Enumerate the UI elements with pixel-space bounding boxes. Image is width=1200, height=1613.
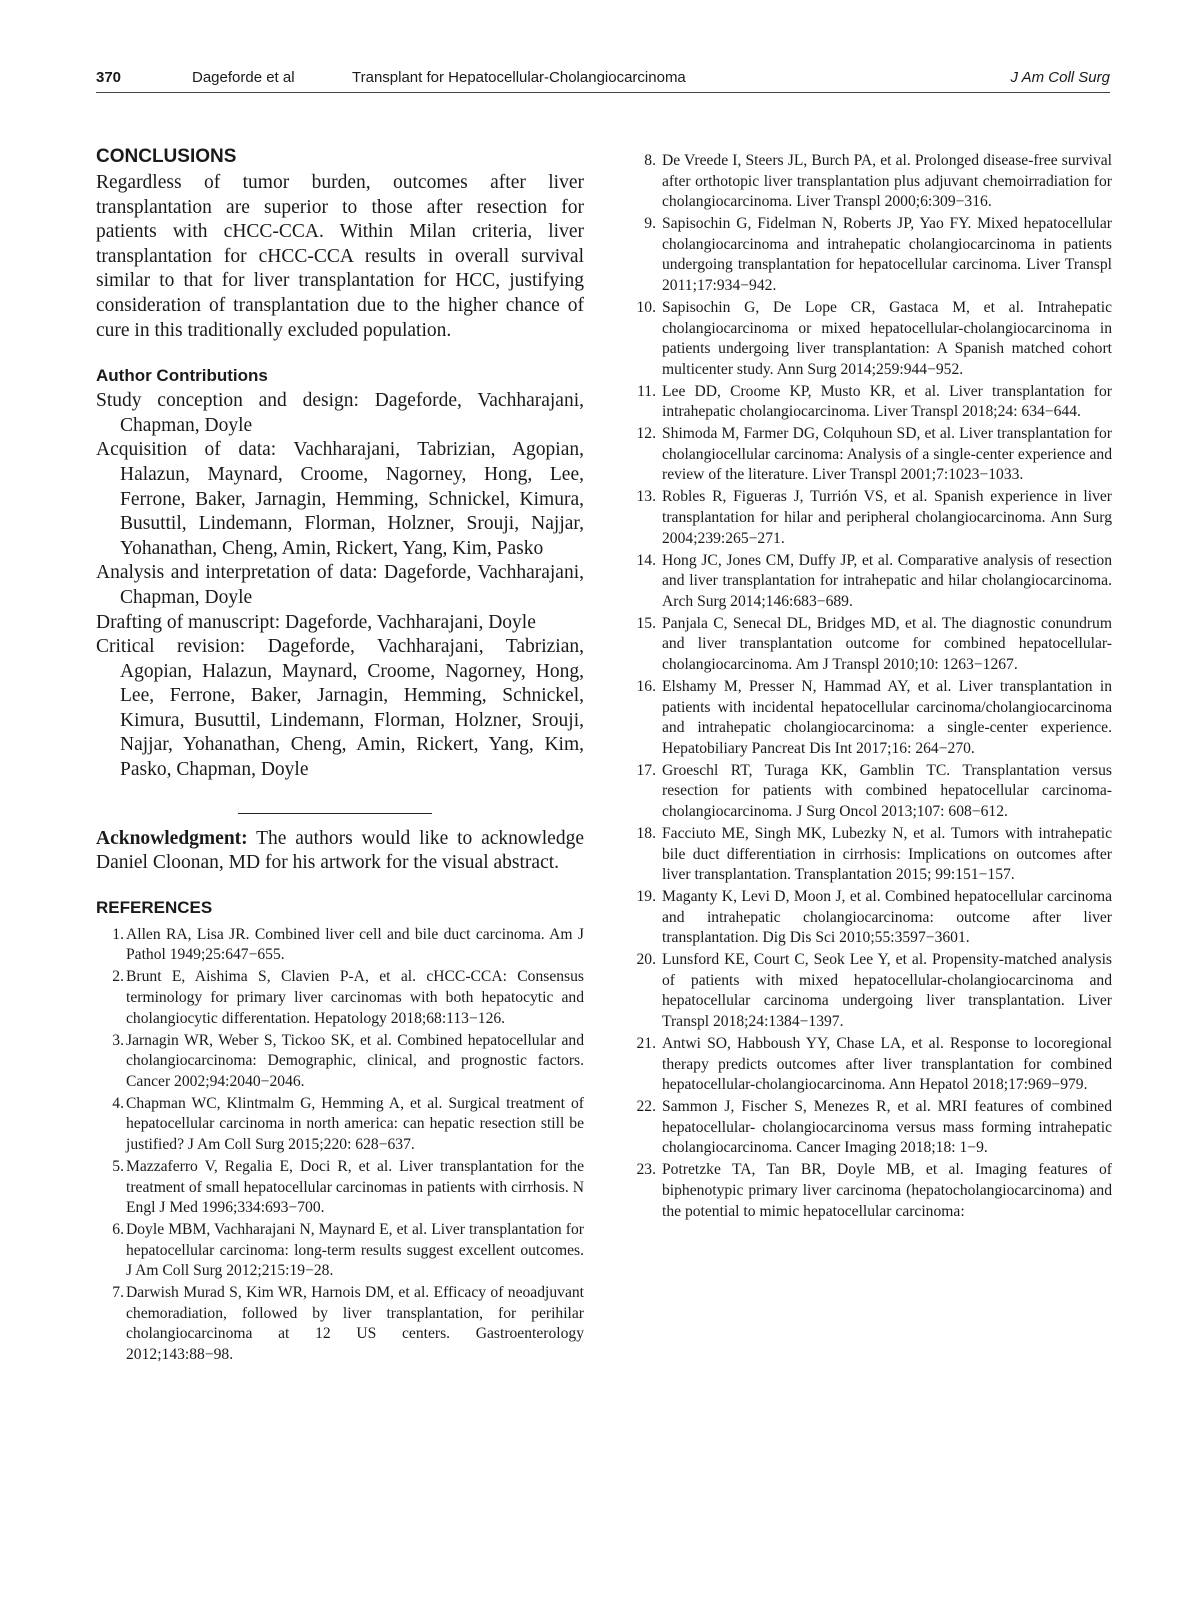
reference-item	[626, 614, 1112, 676]
reference-number: 20.	[636, 951, 656, 969]
reference-number: 16.	[636, 677, 656, 695]
reference-text: Hong JC, Jones CM, Duffy JP, et al. Comparative analysis of resection and liver transplantation for intrahepatic and hilar cholangiocarcinoma. Arch Surg 2014;146:683−689.	[662, 551, 1112, 610]
right-column	[626, 151, 1112, 1224]
reference-number: 13.	[636, 488, 656, 506]
reference-number: 7.	[112, 1284, 124, 1302]
journal-name: J Am Coll Surg	[1010, 69, 1110, 86]
reference-item	[96, 967, 584, 1029]
running-header	[96, 66, 1110, 92]
header-rule	[96, 92, 1110, 93]
running-authors: Dageforde et al	[192, 69, 295, 86]
reference-number: 5.	[112, 1157, 124, 1175]
reference-item	[626, 487, 1112, 549]
author-contributions-heading: Author Contributions	[96, 366, 268, 386]
reference-number: 1.	[112, 925, 124, 943]
reference-text: Potretzke TA, Tan BR, Doyle MB, et al. Imaging features of biphenotypic primary liver carcinoma (hepatocholangiocarcinoma) and the potential to mimic hepatocellular carcinoma:	[662, 1161, 1112, 1220]
acknowledgment-text: The authors would like to acknowledge Daniel Cloonan, MD for his artwork for the visual abstract.	[96, 827, 584, 874]
author-contributions-list	[96, 389, 584, 783]
reference-number: 22.	[636, 1098, 656, 1116]
reference-text: Elshamy M, Presser N, Hammad AY, et al. Liver transplantation in patients with incidental hepatocellular carcinoma/cholangiocarcinoma and intrahepatic cholangiocarcinoma: a single-center experience. Hepatobiliary Pancreat Dis Int 2017;16: 264−270.	[662, 677, 1112, 757]
reference-number: 4.	[112, 1094, 124, 1112]
reference-number: 15.	[636, 614, 656, 632]
reference-item	[626, 1097, 1112, 1159]
reference-number: 14.	[636, 551, 656, 569]
reference-number: 11.	[637, 382, 656, 400]
reference-text: Lunsford KE, Court C, Seok Lee Y, et al. Propensity-matched analysis of patients with mixed hepatocellular-cholangiocarcinoma and hepatocellular carcinoma undergoing liver transplantation. Liver Transpl 2018;24:1384−1397.	[662, 951, 1112, 1031]
reference-text: Darwish Murad S, Kim WR, Harnois DM, et al. Efficacy of neoadjuvant chemoradiation, followed by liver transplantation, for perihilar cholangiocarcinoma at 12 US centers. Gastroenterology 2012;143:88−98.	[126, 1284, 584, 1364]
reference-item	[96, 925, 584, 966]
reference-item	[626, 824, 1112, 886]
reference-text: Allen RA, Lisa JR. Combined liver cell and bile duct carcinoma. Am J Pathol 1949;25:647−655.	[126, 925, 584, 964]
reference-item	[626, 382, 1112, 423]
contribution-item: Analysis and interpretation of data: Dageforde, Vachharajani, Chapman, Doyle	[96, 562, 584, 608]
reference-item	[626, 677, 1112, 759]
reference-text: Jarnagin WR, Weber S, Tickoo SK, et al. Combined hepatocellular and cholangiocarcinoma: Demographic, clinical, and prognostic factors. Cancer 2002;94:2040−2046.	[126, 1031, 584, 1090]
reference-text: Panjala C, Senecal DL, Bridges MD, et al. The diagnostic conundrum and liver transplantation outcome for combined hepatocellular-cholangiocarcinoma. Am J Transpl 2010;10: 1263−1267.	[662, 614, 1112, 673]
reference-item	[626, 298, 1112, 380]
references-list-left	[96, 925, 584, 1366]
reference-item	[626, 214, 1112, 296]
contribution-item: Drafting of manuscript: Dageforde, Vachharajani, Doyle	[96, 611, 536, 633]
reference-item	[626, 551, 1112, 613]
reference-item	[626, 1034, 1112, 1096]
reference-item	[626, 1160, 1112, 1222]
reference-item	[96, 1283, 584, 1365]
reference-number: 18.	[636, 824, 656, 842]
reference-text: Sammon J, Fischer S, Menezes R, et al. MRI features of combined hepatocellular- cholangiocarcinoma versus mass forming intrahepatic cholangiocarcinoma. Cancer Imaging 2018;18: 1−9.	[662, 1098, 1112, 1157]
conclusions-text: Regardless of tumor burden, outcomes after liver transplantation are superior to those after resection for patients with cHCC-CCA. Within Milan criteria, liver transplantation for cHCC-CCA results in overall survival similar to that for liver transplantation for HCC, justifying consideration of transplantation due to the higher chance of cure in this traditionally excluded population.	[96, 172, 584, 341]
reference-text: De Vreede I, Steers JL, Burch PA, et al. Prolonged disease-free survival after orthotopic liver transplantation plus adjuvant chemoirradiation for cholangiocarcinoma. Liver Transpl 2000;6:309−316.	[662, 152, 1112, 211]
reference-item	[96, 1094, 584, 1156]
contribution-item: Study conception and design: Dageforde, Vachharajani, Chapman, Doyle	[96, 390, 584, 436]
left-column	[96, 146, 584, 1367]
reference-item	[626, 151, 1112, 213]
acknowledgment-label: Acknowledgment:	[96, 827, 248, 849]
reference-text: Brunt E, Aishima S, Clavien P-A, et al. cHCC-CCA: Consensus terminology for primary liver carcinomas with both hepatocytic and cholangiocytic differentation. Hepatology 2018;68:113−126.	[126, 968, 584, 1027]
reference-number: 6.	[112, 1221, 124, 1239]
reference-text: Maganty K, Levi D, Moon J, et al. Combined hepatocellular carcinoma and intrahepatic cholangiocarcinoma: outcome after liver transplantation. Dig Dis Sci 2010;55:3597−3601.	[662, 888, 1112, 947]
contribution-item: Critical revision: Dageforde, Vachharajani, Tabrizian, Agopian, Halazun, Maynard, Croome, Nagorney, Hong, Lee, Ferrone, Baker, Jarnagin, Hemming, Schnickel, Kimura, Busuttil, Lindemann, Florman, Holzner, Srouji, Najjar, Yohanathan, Cheng, Amin, Rickert, Yang, Kim, Pasko, Chapman, Doyle	[96, 636, 584, 781]
reference-text: Sapisochin G, De Lope CR, Gastaca M, et al. Intrahepatic cholangiocarcinoma or mixed hepatocellular-cholangiocarcinoma in patients undergoing liver transplantation: A Spanish matched cohort multicenter study. Ann Surg 2014;259:944−952.	[662, 298, 1112, 378]
reference-number: 2.	[112, 968, 124, 986]
reference-number: 8.	[644, 152, 656, 169]
reference-number: 12.	[636, 425, 656, 443]
reference-item	[626, 950, 1112, 1032]
reference-text: Chapman WC, Klintmalm G, Hemming A, et al. Surgical treatment of hepatocellular carcinoma in north america: can hepatic resection still be justified? J Am Coll Surg 2015;220: 628−637.	[126, 1094, 584, 1153]
reference-item	[626, 761, 1112, 823]
reference-number: 21.	[636, 1035, 656, 1053]
running-title: Transplant for Hepatocellular-Cholangiocarcinoma	[352, 69, 686, 86]
acknowledgment-rule	[238, 813, 432, 814]
reference-item	[626, 887, 1112, 949]
reference-number: 17.	[636, 761, 656, 779]
contribution-item: Acquisition of data: Vachharajani, Tabrizian, Agopian, Halazun, Maynard, Croome, Nagorney, Hong, Lee, Ferrone, Baker, Jarnagin, Hemming, Schnickel, Kimura, Busuttil, Lindemann, Florman, Holzner, Srouji, Najjar, Yohanathan, Cheng, Amin, Rickert, Yang, Kim, Pasko	[96, 439, 584, 559]
reference-text: Groeschl RT, Turaga KK, Gamblin TC. Transplantation versus resection for patients with combined hepatocellular carcinoma-cholangiocarcinoma. J Surg Oncol 2013;107: 608−612.	[662, 761, 1112, 820]
reference-text: Facciuto ME, Singh MK, Lubezky N, et al. Tumors with intrahepatic bile duct differentiation in cirrhosis: Implications on outcomes after liver transplantation. Transplantation 2015; 99:151−157.	[662, 824, 1112, 884]
conclusions-heading: CONCLUSIONS	[96, 146, 237, 167]
reference-item	[96, 1031, 584, 1093]
reference-text: Antwi SO, Habboush YY, Chase LA, et al. Response to locoregional therapy predicts outcomes after liver transplantation for combined hepatocellular-cholangiocarcinoma. Ann Hepatol 2018;17:969−979.	[662, 1035, 1112, 1094]
reference-text: Shimoda M, Farmer DG, Colquhoun SD, et al. Liver transplantation for cholangiocellular carcinoma: Analysis of a single-center experience and review of the literature. Liver Transpl 2001;7:1023−1033.	[662, 425, 1112, 484]
reference-text: Mazzaferro V, Regalia E, Doci R, et al. Liver transplantation for the treatment of small hepatocellular carcinomas in patients with cirrhosis. N Engl J Med 1996;334:693−700.	[126, 1157, 584, 1217]
reference-number: 19.	[636, 888, 656, 906]
reference-text: Lee DD, Croome KP, Musto KR, et al. Liver transplantation for intrahepatic cholangiocarcinoma. Liver Transpl 2018;24: 634−644.	[662, 382, 1112, 421]
reference-number: 10.	[636, 298, 656, 316]
reference-text: Sapisochin G, Fidelman N, Roberts JP, Yao FY. Mixed hepatocellular cholangiocarcinoma and intrahepatic cholangiocarcinoma in patients undergoing transplantation for hepatocellular carcinoma. Liver Transpl 2011;17:934−942.	[662, 215, 1112, 294]
page-number: 370	[96, 69, 122, 86]
references-heading: REFERENCES	[96, 897, 213, 917]
reference-item	[626, 424, 1112, 486]
reference-number: 23.	[636, 1161, 656, 1179]
reference-text: Robles R, Figueras J, Turrión VS, et al. Spanish experience in liver transplantation for hilar and peripheral cholangiocarcinoma. Ann Surg 2004;239:265−271.	[662, 488, 1112, 547]
reference-item	[96, 1157, 584, 1219]
references-list-right	[626, 151, 1112, 1222]
reference-text: Doyle MBM, Vachharajani N, Maynard E, et al. Liver transplantation for hepatocellular carcinoma: long-term results suggest excellent outcomes. J Am Coll Surg 2012;215:19−28.	[126, 1221, 584, 1280]
reference-number: 9.	[644, 215, 656, 233]
reference-number: 3.	[112, 1031, 124, 1049]
reference-item	[96, 1220, 584, 1282]
acknowledgment	[96, 827, 584, 876]
